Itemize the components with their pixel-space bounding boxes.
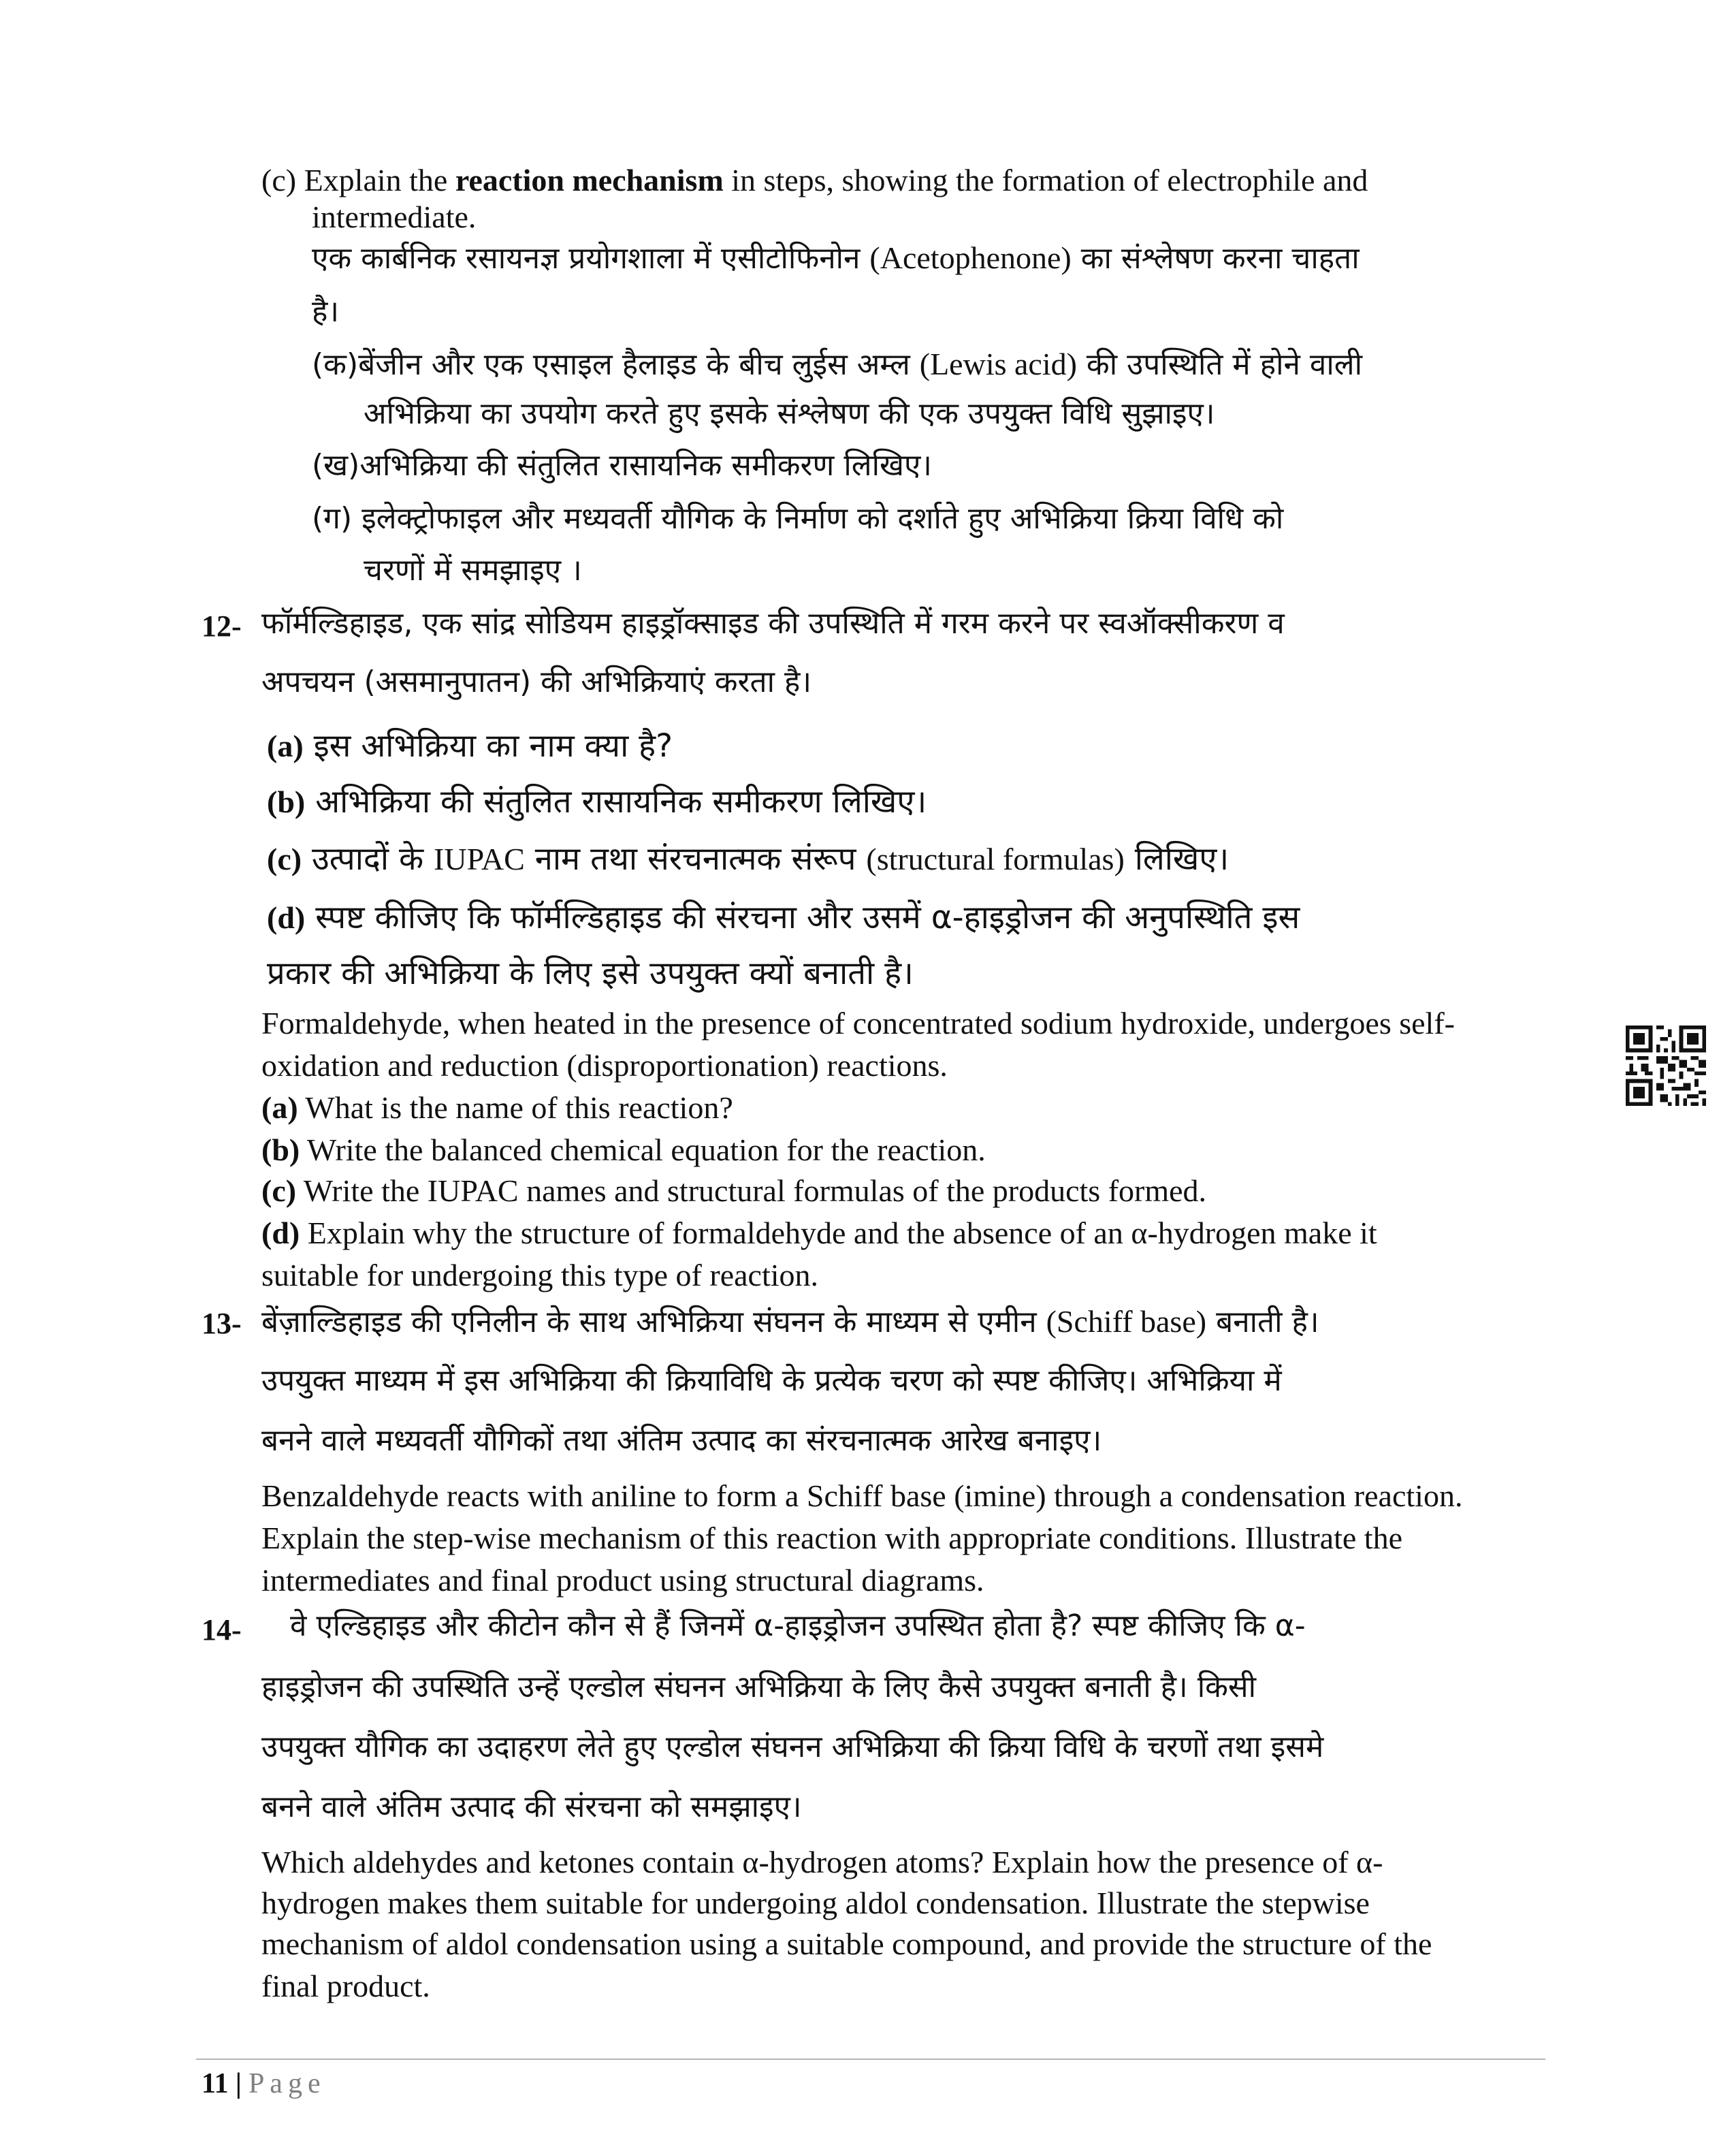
q12-en-d-line1: (d) Explain why the structure of formaldehyde and the absence of an α-hydrogen make it [261, 1216, 1377, 1250]
q11-hi-ga-line2: चरणों में समझाइए । [364, 553, 582, 588]
q14-en-line4: final product. [261, 1969, 430, 2003]
q11-hi-kha: (ख)अभिक्रिया की संतुलित रासायनिक समीकरण लिखिए। [312, 448, 932, 483]
page-number: 11 [202, 2068, 229, 2099]
q12-hi-c-label: (c) [267, 842, 302, 876]
qr-code-icon [1626, 1026, 1706, 1106]
q13-en-line1: Benzaldehyde reacts with aniline to form a Schiff base (imine) through a condensation reaction. [261, 1478, 1463, 1513]
q13-hi-line3: बनने वाले मध्यवर्ती यौगिकों तथा अंतिम उत्पाद का संरचनात्मक आरेख बनाइए। [261, 1423, 1102, 1458]
q11-hi-ka-label: (क) [312, 347, 359, 382]
q12-en-c-label: (c) [261, 1173, 297, 1208]
q12-en-line1: Formaldehyde, when heated in the presence of concentrated sodium hydroxide, undergoes self- [261, 1006, 1455, 1040]
footer-separator: | [235, 2068, 242, 2099]
q12-en-a: (a) What is the name of this reaction? [261, 1090, 733, 1125]
q11-hi-ga-line1: (ग) इलेक्ट्रोफाइल और मध्यवर्ती यौगिक के निर्माण को दर्शाते हुए अभिक्रिया क्रिया विधि को [312, 501, 1284, 536]
q12-en-b: (b) Write the balanced chemical equation for the reaction. [261, 1132, 986, 1167]
q11-en-c-bold: reaction mechanism [455, 163, 724, 197]
q14-en-line3: mechanism of aldol condensation using a suitable compound, and provide the structure of the [261, 1926, 1432, 1961]
q11-hi-intro-line2: है। [312, 294, 340, 329]
q13-number: 13- [202, 1307, 242, 1340]
q12-number: 12- [202, 609, 242, 643]
q12-en-a-label: (a) [261, 1090, 298, 1125]
q12-en-d-label: (d) [261, 1216, 300, 1250]
q11-en-c-label: (c) [261, 163, 297, 197]
page-word: Page [248, 2068, 326, 2099]
q14-hi-line4: बनने वाले अंतिम उत्पाद की संरचना को समझाइए। [261, 1790, 802, 1824]
q14-number: 14- [202, 1613, 242, 1647]
q14-hi-line1: वे एल्डिहाइड और कीटोन कौन से हैं जिनमें α-हाइड्रोजन उपस्थित होता है? स्पष्ट कीजिए कि α- [290, 1608, 1306, 1643]
q11-hi-ka-line2: अभिक्रिया का उपयोग करते हुए इसके संश्लेषण की एक उपयुक्त विधि सुझाइए। [364, 396, 1215, 431]
q12-hi-a-label: (a) [267, 729, 304, 763]
q12-hi-b: (b) अभिक्रिया की संतुलित रासायनिक समीकरण लिखिए। [267, 783, 927, 821]
q13-hi-line1: बेंज़ाल्डिहाइड की एनिलीन के साथ अभिक्रिया संघनन के माध्यम से एमीन (Schiff base) बनाती है। [261, 1304, 1319, 1339]
q13-en-line3: intermediates and final product using structural diagrams. [261, 1563, 984, 1598]
q14-en-line2: hydrogen makes them suitable for undergoing aldol condensation. Illustrate the stepwise [261, 1886, 1370, 1920]
q11-hi-intro-line1: एक कार्बनिक रसायनज्ञ प्रयोगशाला में एसीटोफिनोन (Acetophenone) का संश्लेषण करना चाहता [312, 240, 1360, 276]
q11-en-c-line1: (c) Explain the reaction mechanism in steps, showing the formation of electrophile and [261, 163, 1368, 197]
q12-hi-c: (c) उत्पादों के IUPAC नाम तथा संरचनात्मक संरूप (structural formulas) लिखिए। [267, 840, 1229, 878]
q13-hi-line2: उपयुक्त माध्यम में इस अभिक्रिया की क्रियाविधि के प्रत्येक चरण को स्पष्ट कीजिए। अभिक्रिया में [261, 1363, 1282, 1398]
q14-en-line1: Which aldehydes and ketones contain α-hydrogen atoms? Explain how the presence of α- [261, 1845, 1383, 1879]
q12-en-c: (c) Write the IUPAC names and structural formulas of the products formed. [261, 1173, 1207, 1208]
q12-hi-d-line1: (d) स्पष्ट कीजिए कि फॉर्मल्डिहाइड की संरचना और उसमें α-हाइड्रोजन की अनुपस्थिति इस [267, 899, 1300, 936]
q12-hi-d-line2: प्रकार की अभिक्रिया के लिए इसे उपयुक्त क्यों बनाती है। [267, 955, 914, 992]
q12-hi-line2: अपचयन (असमानुपातन) की अभिक्रियाएं करता है। [261, 665, 811, 699]
q12-hi-d-label: (d) [267, 900, 306, 935]
q12-en-b-label: (b) [261, 1132, 300, 1167]
page-number-footer [202, 2067, 326, 2100]
q14-hi-line2: हाइड्रोजन की उपस्थिति उन्हें एल्डोल संघनन अभिक्रिया के लिए कैसे उपयुक्त बनाती है। किसी [261, 1670, 1257, 1704]
q12-en-d-line2: suitable for undergoing this type of reaction. [261, 1258, 819, 1292]
q13-en-line2: Explain the step-wise mechanism of this reaction with appropriate conditions. Illustrate the [261, 1521, 1402, 1555]
q11-hi-ka-line1: (क)बेंजीन और एक एसाइल हैलाइड के बीच लुईस अम्ल (Lewis acid) की उपस्थिति में होने वाली [312, 347, 1362, 382]
q12-hi-line1: फॉर्मल्डिहाइड, एक सांद्र सोडियम हाइड्रॉक्साइड की उपस्थिति में गरम करने पर स्वऑक्सीकरण व [261, 606, 1285, 641]
footer-divider [196, 2059, 1545, 2060]
q14-hi-line3: उपयुक्त यौगिक का उदाहरण लेते हुए एल्डोल संघनन अभिक्रिया की क्रिया विधि के चरणों तथा इसमे [261, 1730, 1324, 1764]
q12-hi-a: (a) इस अभिक्रिया का नाम क्या है? [267, 727, 673, 765]
q11-hi-kha-label: (ख) [312, 448, 360, 483]
q12-en-line2: oxidation and reduction (disproportionation) reactions. [261, 1048, 948, 1083]
q12-hi-b-label: (b) [267, 784, 306, 819]
q11-en-c-line2: intermediate. [312, 200, 477, 234]
q11-hi-ga-label: (ग) [312, 501, 353, 536]
